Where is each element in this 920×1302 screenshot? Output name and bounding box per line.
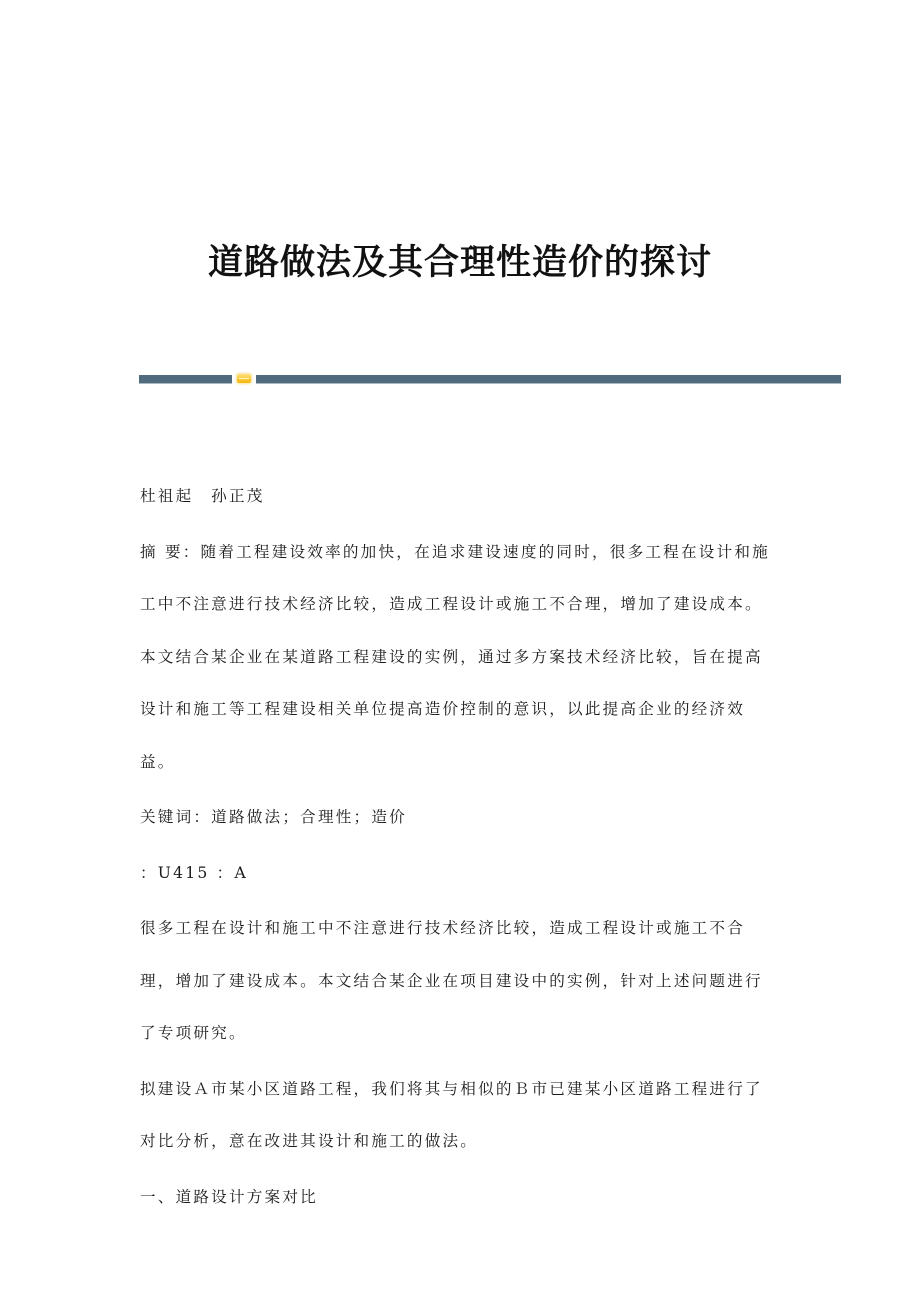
keywords: 关键词：道路做法；合理性；造价 bbox=[140, 808, 407, 826]
body-paragraph: 拟建设Ａ市某小区道路工程，我们将其与相似的Ｂ市已建某小区道路工程进行了对比分析，意在改进其设计和施工的做法。 bbox=[140, 1079, 763, 1150]
classification-code: ：U415 ：A bbox=[140, 863, 248, 882]
authors: 杜祖起 孙正茂 bbox=[140, 487, 265, 505]
body-paragraph: 很多工程在设计和施工中不注意进行技术经济比较，造成工程设计或施工不合理，增加了建设成本。本文结合某企业在项目建设中的实例，针对上述问题进行了专项研究。 bbox=[140, 919, 763, 1042]
divider-bar-left bbox=[139, 375, 232, 384]
abstract: 摘 要：随着工程建设效率的加快，在追求建设速度的同时，很多工程在设计和施工中不注意进行技术经济比较，造成工程设计或施工不合理，增加了建设成本。本文结合某企业在某道路工程建设的实例，通过多方案技术经济比较，旨在提高设计和施工等工程建设相关单位提高造价控制的意识，以此提高企业的经济效益。 bbox=[140, 542, 770, 771]
document-body bbox=[140, 470, 780, 1223]
divider-bar-right bbox=[256, 375, 841, 384]
title-divider bbox=[139, 375, 841, 384]
gold-gem-icon bbox=[237, 374, 251, 383]
document-title: 道路做法及其合理性造价的探讨 bbox=[207, 243, 712, 284]
section-heading: 一、道路设计方案对比 bbox=[140, 1187, 318, 1206]
